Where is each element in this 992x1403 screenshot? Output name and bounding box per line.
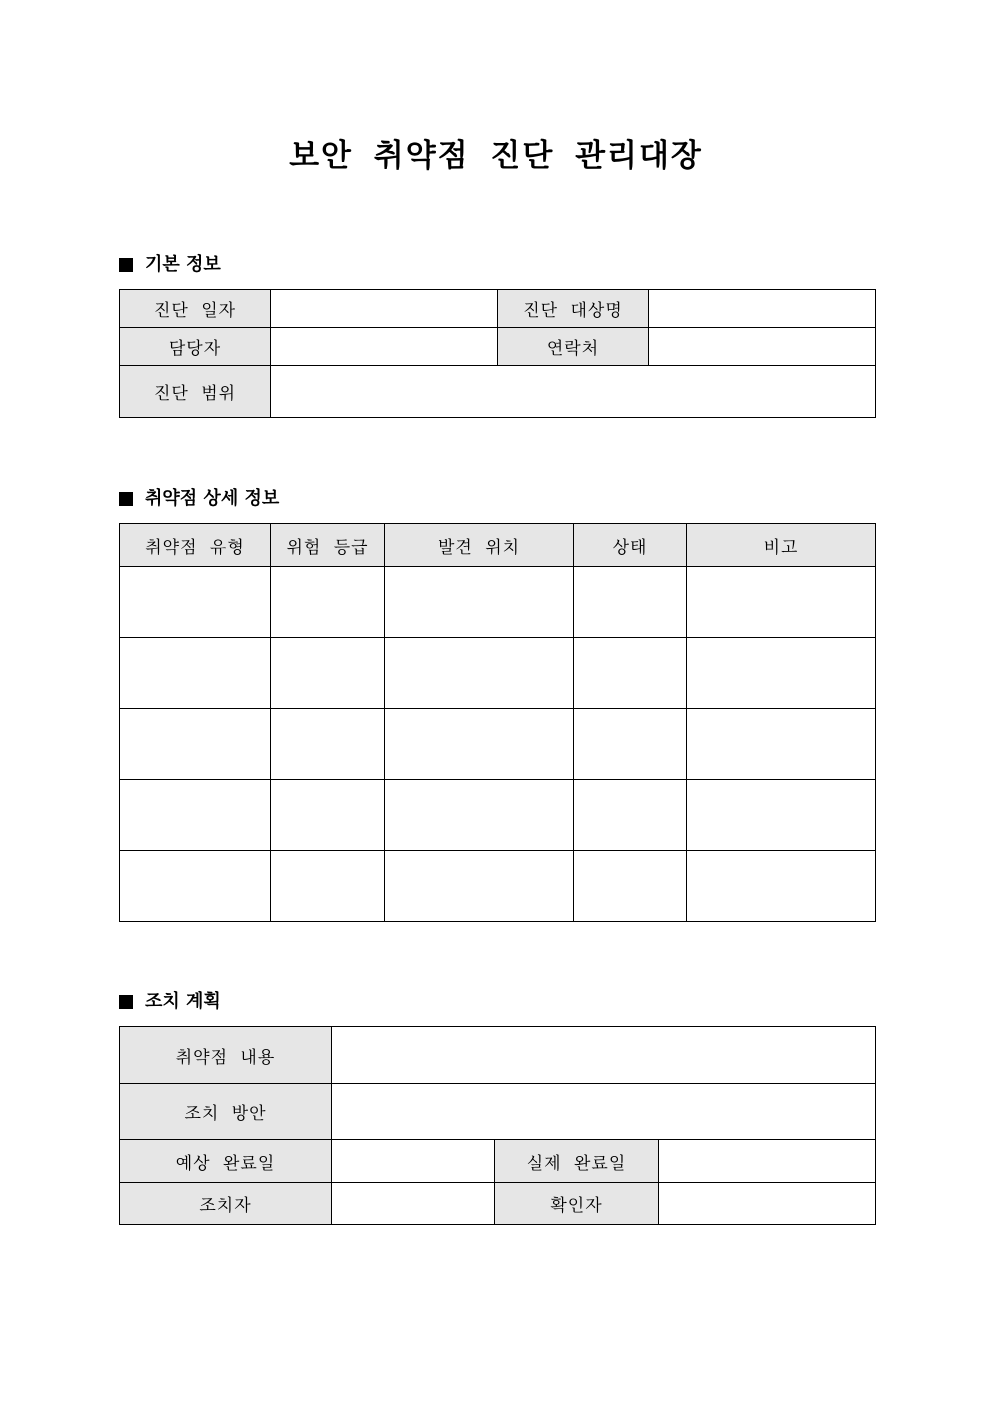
column-header: 위험 등급: [271, 524, 385, 567]
table-cell[interactable]: [385, 851, 574, 922]
vuln-content-field[interactable]: [332, 1027, 876, 1084]
table-cell[interactable]: [574, 780, 687, 851]
table-cell[interactable]: [120, 638, 271, 709]
square-bullet-icon: [119, 492, 133, 506]
table-header-row: [120, 524, 876, 567]
column-header: 취약점 유형: [120, 524, 271, 567]
field-label: 진단 범위: [120, 366, 271, 418]
field-label: 실제 완료일: [495, 1140, 659, 1183]
table-row: [120, 290, 876, 328]
section-heading-action-plan: [119, 990, 221, 1014]
section-heading-basic-info: [119, 253, 221, 277]
table-row: [120, 780, 876, 851]
scope-field[interactable]: [271, 366, 876, 418]
manager-field[interactable]: [271, 328, 498, 366]
table-row: [120, 1140, 876, 1183]
table-row: [120, 328, 876, 366]
field-label: 취약점 내용: [120, 1027, 332, 1084]
table-row: [120, 1183, 876, 1225]
table-cell[interactable]: [687, 709, 876, 780]
table-cell[interactable]: [385, 567, 574, 638]
contact-field[interactable]: [649, 328, 876, 366]
field-label: 조치자: [120, 1183, 332, 1225]
table-cell[interactable]: [687, 638, 876, 709]
square-bullet-icon: [119, 995, 133, 1009]
table-row: [120, 638, 876, 709]
diagnosis-date-field[interactable]: [271, 290, 498, 328]
field-label: 연락처: [498, 328, 649, 366]
table-cell[interactable]: [120, 780, 271, 851]
actual-date-field[interactable]: [659, 1140, 876, 1183]
expected-date-field[interactable]: [332, 1140, 495, 1183]
table-cell[interactable]: [687, 780, 876, 851]
verifier-field[interactable]: [659, 1183, 876, 1225]
table-cell[interactable]: [271, 780, 385, 851]
table-row: [120, 1084, 876, 1140]
table-cell[interactable]: [120, 567, 271, 638]
table-cell[interactable]: [271, 567, 385, 638]
square-bullet-icon: [119, 258, 133, 272]
table-cell[interactable]: [271, 851, 385, 922]
table-cell[interactable]: [574, 851, 687, 922]
column-header: 비고: [687, 524, 876, 567]
table-cell[interactable]: [687, 567, 876, 638]
vuln-details-table: [119, 523, 876, 922]
basic-info-table: [119, 289, 876, 418]
section-title: 기본 정보: [145, 254, 221, 275]
actor-field[interactable]: [332, 1183, 495, 1225]
table-cell[interactable]: [574, 709, 687, 780]
table-cell[interactable]: [574, 638, 687, 709]
table-row: [120, 1027, 876, 1084]
table-cell[interactable]: [120, 709, 271, 780]
table-cell[interactable]: [574, 567, 687, 638]
table-cell[interactable]: [385, 709, 574, 780]
document-title: 보안 취약점 진단 관리대장: [289, 138, 703, 174]
table-row: [120, 851, 876, 922]
table-row: [120, 366, 876, 418]
table-cell[interactable]: [271, 709, 385, 780]
column-header: 상태: [574, 524, 687, 567]
action-method-field[interactable]: [332, 1084, 876, 1140]
section-heading-vuln-details: [119, 487, 279, 511]
action-plan-table: [119, 1026, 876, 1225]
table-cell[interactable]: [385, 780, 574, 851]
section-title: 조치 계획: [145, 991, 221, 1012]
table-cell[interactable]: [271, 638, 385, 709]
column-header: 발견 위치: [385, 524, 574, 567]
field-label: 진단 일자: [120, 290, 271, 328]
field-label: 조치 방안: [120, 1084, 332, 1140]
field-label: 예상 완료일: [120, 1140, 332, 1183]
table-row: [120, 567, 876, 638]
field-label: 진단 대상명: [498, 290, 649, 328]
field-label: 담당자: [120, 328, 271, 366]
section-title: 취약점 상세 정보: [145, 488, 280, 509]
table-row: [120, 709, 876, 780]
target-name-field[interactable]: [649, 290, 876, 328]
field-label: 확인자: [495, 1183, 659, 1225]
table-cell[interactable]: [687, 851, 876, 922]
table-cell[interactable]: [120, 851, 271, 922]
table-cell[interactable]: [385, 638, 574, 709]
